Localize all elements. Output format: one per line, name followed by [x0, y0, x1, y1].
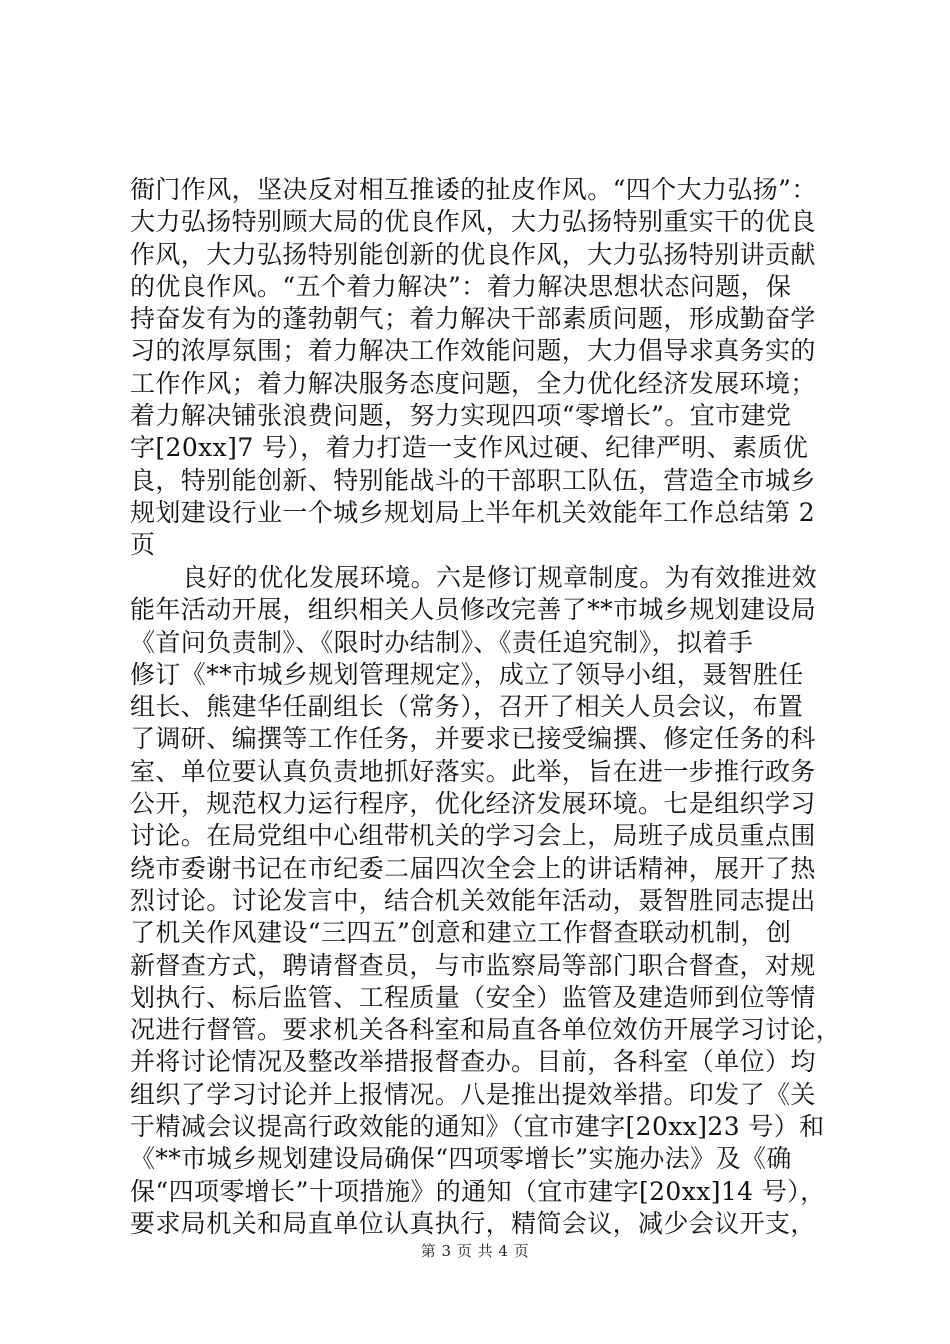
- text-line: 烈讨论。讨论发言中，结合机关效能年活动，聂智胜同志提出: [130, 885, 816, 915]
- text-line: 修订《**市城乡规划管理规定》，成立了领导小组，聂智胜任: [130, 659, 804, 689]
- text-line-first-indented: 良好的优化发展环境。六是修订规章制度。为有效推进效: [182, 563, 818, 592]
- text-line: 的优良作风。“五个着力解决”：着力解决思想状态问题，保: [130, 271, 792, 301]
- page-number-footer: 第 3 页 共 4 页: [420, 1242, 530, 1260]
- text-line: 于精减会议提高行政效能的通知》（宜市建字[20xx]23 号）和: [130, 1112, 825, 1142]
- paragraph-1: [130, 174, 830, 562]
- text-line: 组织了学习讨论并上报情况。八是推出提效举措。印发了《关: [130, 1079, 816, 1109]
- text-line: 了调研、编撰等工作任务，并要求已接受编撰、修定任务的科: [130, 724, 816, 754]
- text-line: 大力弘扬特别顾大局的优良作风，大力弘扬特别重实干的优良: [130, 207, 816, 237]
- text-line: 作风，大力弘扬特别能创新的优良作风，大力弘扬特别讲贡献: [130, 239, 816, 269]
- text-line: 保“四项零增长”十项措施》的通知（宜市建字[20xx]14 号），: [130, 1176, 826, 1206]
- text-line: 《首问负责制》、《限时办结制》、《责任追究制》，拟着手: [130, 627, 754, 657]
- paragraph-2: [130, 562, 842, 1240]
- text-line: 况进行督管。要求机关各科室和局直各单位效仿开展学习讨论，: [130, 1015, 842, 1045]
- text-line: 良，特别能创新、特别能战斗的干部职工队伍，营造全市城乡: [130, 465, 816, 495]
- text-line: 字[20xx]7 号），着力打造一支作风过硬、纪律严明、素质优: [130, 433, 809, 463]
- text-line: 要求局机关和局直单位认真执行，精简会议，减少会议开支，: [130, 1208, 816, 1238]
- text-line: 《**市城乡规划建设局确保“四项零增长”实施办法》及《确: [130, 1144, 792, 1174]
- text-line: 了机关作风建设“三四五”创意和建立工作督查联动机制，创: [130, 918, 792, 948]
- text-line: 并将讨论情况及整改举措报督查办。目前，各科室（单位）均: [130, 1047, 816, 1077]
- text-line: 规划建设行业一个城乡规划局上半年机关效能年工作总结第 2: [130, 497, 816, 527]
- text-line: 公开，规范权力运行程序，优化经济发展环境。七是组织学习: [130, 789, 816, 819]
- text-line: 着力解决铺张浪费问题，努力实现四项“零增长”。宜市建党: [130, 401, 792, 431]
- text-line: 能年活动开展，组织相关人员修改完善了**市城乡规划建设局: [130, 595, 817, 625]
- text-line: 衙门作风，坚决反对相互推诿的扯皮作风。“四个大力弘扬”：: [130, 175, 817, 204]
- text-line: 页: [130, 530, 156, 560]
- text-line: 组长、熊建华任副组长（常务），召开了相关人员会议，布置: [130, 692, 804, 722]
- text-line: 习的浓厚氛围；着力解决工作效能问题，大力倡导求真务实的: [130, 336, 816, 366]
- text-line: 持奋发有为的蓬勃朝气；着力解决干部素质问题，形成勤奋学: [130, 304, 816, 334]
- text-line: 绕市委谢书记在市纪委二届四次全会上的讲话精神，展开了热: [130, 853, 816, 883]
- text-line: 室、单位要认真负责地抓好落实。此举，旨在进一步推行政务: [130, 756, 816, 786]
- text-line: 新督查方式，聘请督查员，与市监察局等部门职合督查，对规: [130, 950, 816, 980]
- text-line: 划执行、标后监管、工程质量（安全）监管及建造师到位等情: [130, 982, 816, 1012]
- text-line: 讨论。在局党组中心组带机关的学习会上，局班子成员重点围: [130, 821, 816, 851]
- text-line: 工作作风；着力解决服务态度问题，全力优化经济发展环境；: [130, 368, 816, 398]
